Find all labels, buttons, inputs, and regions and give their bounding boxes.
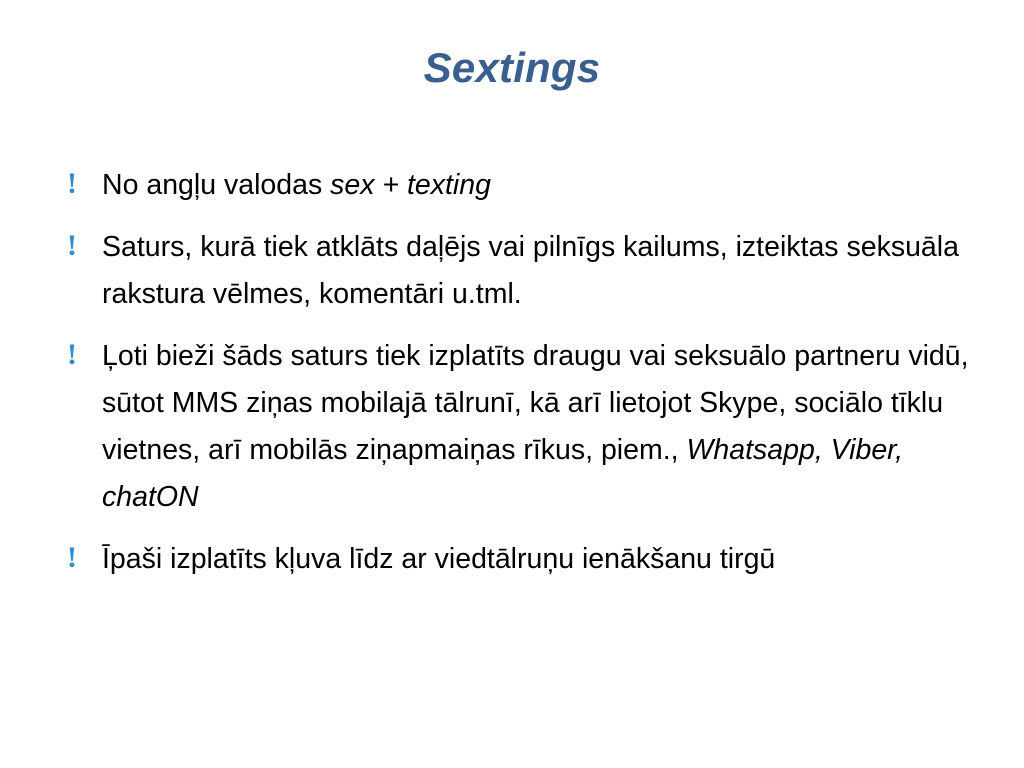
bullet-text: Īpaši izplatīts kļuva līdz ar viedtālruņu ienākšanu tirgū <box>102 543 776 575</box>
exclamation-icon: ! <box>67 229 77 262</box>
exclamation-icon: ! <box>67 167 77 200</box>
exclamation-icon: ! <box>67 541 77 574</box>
bullet-emphasis: Whatsapp, Viber, chatON <box>102 434 904 513</box>
bullet-emphasis: sex + texting <box>330 169 491 201</box>
bullet-list <box>62 162 982 598</box>
bullet-text: Saturs, kurā tiek atklāts daļējs vai pilnīgs kailums, izteiktas seksuāla rakstura vēlmes, komentāri u.tml. <box>102 231 959 310</box>
bullet-item <box>62 224 982 318</box>
slide-title: Sextings <box>423 44 601 91</box>
bullet-item <box>62 333 982 521</box>
bullet-text: No angļu valodas <box>102 169 331 201</box>
bullet-text: Ļoti bieži šāds saturs tiek izplatīts draugu vai seksuālo partneru vidū, sūtot MMS ziņas mobilajā tālrunī, kā arī lietojot Skype, sociālo tīklu vietnes, arī mobilās ziņapmaiņas rīkus, piem., <box>102 340 969 466</box>
exclamation-icon: ! <box>67 338 77 371</box>
bullet-item <box>62 162 982 209</box>
bullet-item <box>62 536 982 583</box>
